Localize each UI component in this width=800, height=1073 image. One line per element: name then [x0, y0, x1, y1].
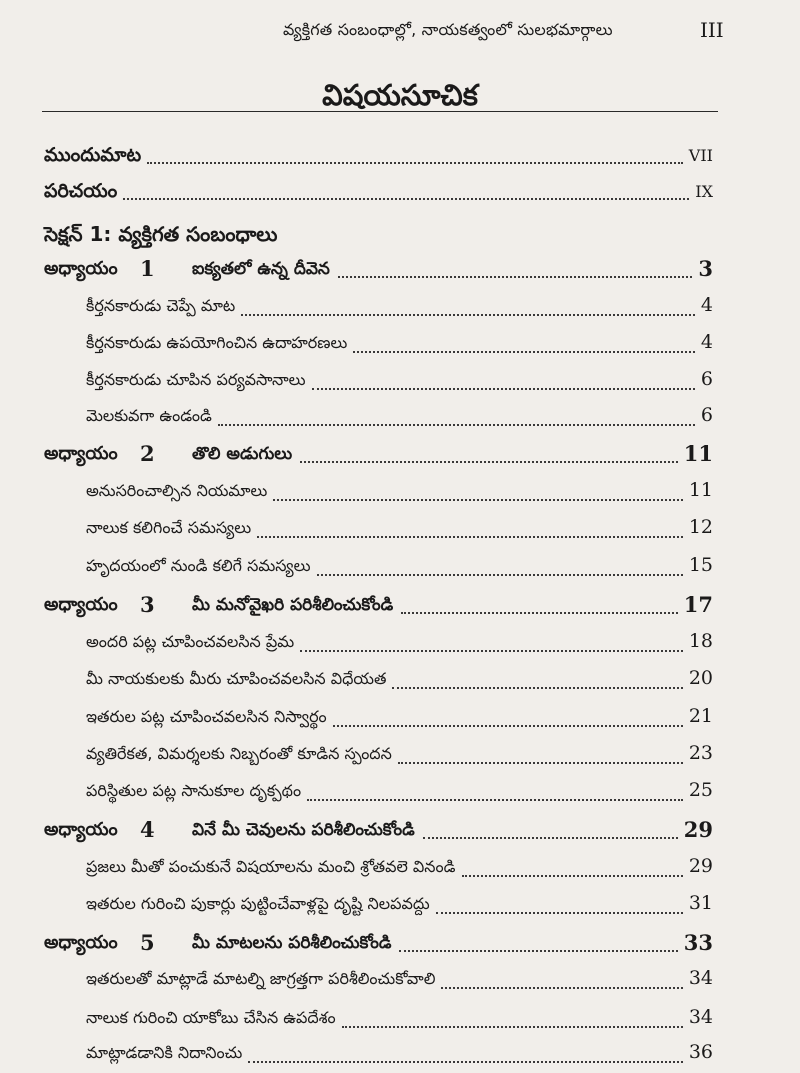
title-rule — [42, 111, 718, 112]
subsection-page: 29 — [688, 855, 713, 877]
chapter-entry[interactable] — [0, 815, 800, 849]
chapter-title: తొలి అడుగులు — [192, 444, 293, 464]
chapter-entry[interactable] — [0, 590, 800, 624]
dot-leader — [401, 612, 678, 614]
subsection-entry[interactable] — [0, 890, 800, 924]
subsection-entry[interactable] — [0, 292, 800, 326]
subsection-entry[interactable] — [0, 665, 800, 699]
subsection-entry[interactable] — [0, 1004, 800, 1038]
subsection-entry[interactable] — [0, 402, 800, 436]
chapter-number: 1 — [140, 256, 155, 281]
subsection-entry[interactable] — [0, 514, 800, 548]
subsection-entry[interactable] — [0, 853, 800, 887]
dot-leader — [392, 687, 682, 689]
subsection-title: పరిస్థితుల పట్ల సానుకూల దృక్పథం — [86, 781, 302, 800]
chapter-title: మీ మనోవైఖరి పరిశీలించుకోండి — [192, 595, 394, 615]
chapter-number: 3 — [140, 592, 155, 617]
dot-leader — [441, 987, 682, 989]
toc-entry[interactable] — [0, 140, 800, 174]
dot-leader — [307, 799, 683, 801]
subsection-page: 11 — [688, 479, 713, 501]
subsection-title: హృదయంలో నుండి కలిగే సమస్యలు — [86, 556, 311, 575]
page-number: III — [700, 18, 724, 42]
chapter-page: 3 — [698, 256, 713, 281]
subsection-title: ప్రజలు మీతో పంచుకునే విషయాలను మంచి శ్రోతవలె వినండి — [86, 857, 456, 876]
subsection-page: 6 — [700, 404, 713, 426]
chapter-entry[interactable] — [0, 254, 800, 288]
dot-leader — [312, 388, 695, 390]
chapter-page: 33 — [683, 930, 713, 955]
chapter-page: 17 — [683, 592, 713, 617]
subsection-title: కీర్తనకారుడు చూపిన పర్యవసానాలు — [86, 370, 306, 389]
subsection-page: 23 — [688, 742, 713, 764]
subsection-title: మీ నాయకులకు మీరు చూపించవలసిన విధేయత — [86, 669, 387, 688]
chapter-title: ఐక్యతలో ఉన్న దీవెన — [192, 259, 330, 279]
dot-leader — [333, 725, 683, 727]
subsection-entry[interactable] — [0, 366, 800, 400]
dot-leader — [241, 314, 695, 316]
chapter-page: 11 — [683, 441, 713, 466]
entry-page: IX — [695, 182, 713, 201]
entry-page: VII — [688, 146, 713, 165]
subsection-title: మాట్లాడడానికి నిదానించు — [86, 1043, 243, 1062]
dot-leader — [300, 650, 683, 652]
section-heading — [0, 218, 800, 252]
dot-leader — [353, 351, 695, 353]
dot-leader — [257, 536, 683, 538]
subsection-title: నాలుక గురించి యాకోబు చేసిన ఉపదేశం — [86, 1008, 336, 1027]
dot-leader — [338, 276, 693, 278]
chapter-label: అధ్యాయం — [44, 819, 118, 840]
entry-title: ముందుమాట — [44, 144, 142, 166]
subsection-entry[interactable] — [0, 329, 800, 363]
subsection-entry[interactable] — [0, 552, 800, 586]
subsection-page: 21 — [688, 705, 713, 727]
subsection-page: 15 — [688, 554, 713, 576]
running-header — [0, 16, 800, 50]
subsection-page: 20 — [688, 667, 713, 689]
subsection-title: ఇతరుల పట్ల చూపించవలసిన నిస్వార్థం — [86, 707, 327, 726]
chapter-label: అధ్యాయం — [44, 258, 118, 279]
chapter-label: అధ్యాయం — [44, 443, 118, 464]
dot-leader — [300, 461, 678, 463]
subsection-entry[interactable] — [0, 740, 800, 774]
subsection-page: 36 — [688, 1041, 713, 1063]
entry-title: పరిచయం — [44, 180, 118, 202]
chapter-number: 5 — [140, 930, 155, 955]
subsection-title: ఇతరుల గురించి పుకార్లు పుట్టించేవాళ్లపై దృష్టి నిలపవద్దు — [86, 894, 430, 913]
subsection-page: 4 — [700, 331, 713, 353]
subsection-page: 34 — [688, 967, 713, 989]
toc-entry[interactable] — [0, 176, 800, 210]
subsection-entry[interactable] — [0, 703, 800, 737]
subsection-page: 18 — [688, 630, 713, 652]
subsection-title: వ్యతిరేకత, విమర్శలకు నిబ్బరంతో కూడిన స్పందన — [86, 744, 392, 763]
dot-leader — [147, 162, 683, 164]
section-title: సెక్షన్ 1: వ్యక్తిగత సంబంధాలు — [44, 222, 278, 246]
subsection-entry[interactable] — [0, 628, 800, 662]
toc-title: విషయసూచిక — [322, 78, 478, 112]
subsection-title: అనుసరించాల్సిన నియమాలు — [86, 481, 268, 500]
dot-leader — [398, 762, 683, 764]
subsection-entry[interactable] — [0, 777, 800, 811]
dot-leader — [248, 1061, 683, 1063]
dot-leader — [218, 424, 695, 426]
dot-leader — [399, 950, 677, 952]
chapter-title: వినే మీ చెవులను పరిశీలించుకోండి — [192, 820, 415, 840]
dot-leader — [436, 912, 683, 914]
subsection-entry[interactable] — [0, 965, 800, 999]
subsection-page: 12 — [688, 516, 713, 538]
subsection-page: 34 — [688, 1006, 713, 1028]
chapter-number: 2 — [140, 441, 155, 466]
subsection-page: 6 — [700, 368, 713, 390]
subsection-entry[interactable] — [0, 1039, 800, 1073]
dot-leader — [462, 875, 683, 877]
subsection-title: మెలకువగా ఉండండి — [86, 406, 212, 425]
dot-leader — [273, 499, 682, 501]
dot-leader — [123, 198, 689, 200]
chapter-label: అధ్యాయం — [44, 594, 118, 615]
subsection-page: 4 — [700, 294, 713, 316]
subsection-page: 25 — [688, 779, 713, 801]
subsection-title: అందరి పట్ల చూపించవలసిన ప్రేమ — [86, 632, 295, 651]
subsection-title: ఇతరులతో మాట్లాడే మాటల్ని జాగ్రత్తగా పరిశీలించుకోవాలి — [86, 969, 436, 988]
chapter-entry[interactable] — [0, 439, 800, 473]
dot-leader — [423, 837, 678, 839]
subsection-title: కీర్తనకారుడు ఉపయోగించిన ఉదాహరణలు — [86, 333, 348, 352]
chapter-number: 4 — [140, 817, 155, 842]
subsection-title: నాలుక కలిగించే సమస్యలు — [86, 518, 252, 537]
chapter-entry[interactable] — [0, 928, 800, 962]
chapter-title: మీ మాటలను పరిశీలించుకోండి — [192, 933, 392, 953]
chapter-label: అధ్యాయం — [44, 932, 118, 953]
dot-leader — [317, 574, 683, 576]
dot-leader — [342, 1026, 683, 1028]
running-title: వ్యక్తిగత సంబంధాల్లో, నాయకత్వంలో సులభమార్గాలు — [283, 20, 613, 39]
subsection-title: కీర్తనకారుడు చెప్పే మాట — [86, 296, 236, 315]
subsection-entry[interactable] — [0, 477, 800, 511]
subsection-page: 31 — [688, 892, 713, 914]
chapter-page: 29 — [683, 817, 713, 842]
